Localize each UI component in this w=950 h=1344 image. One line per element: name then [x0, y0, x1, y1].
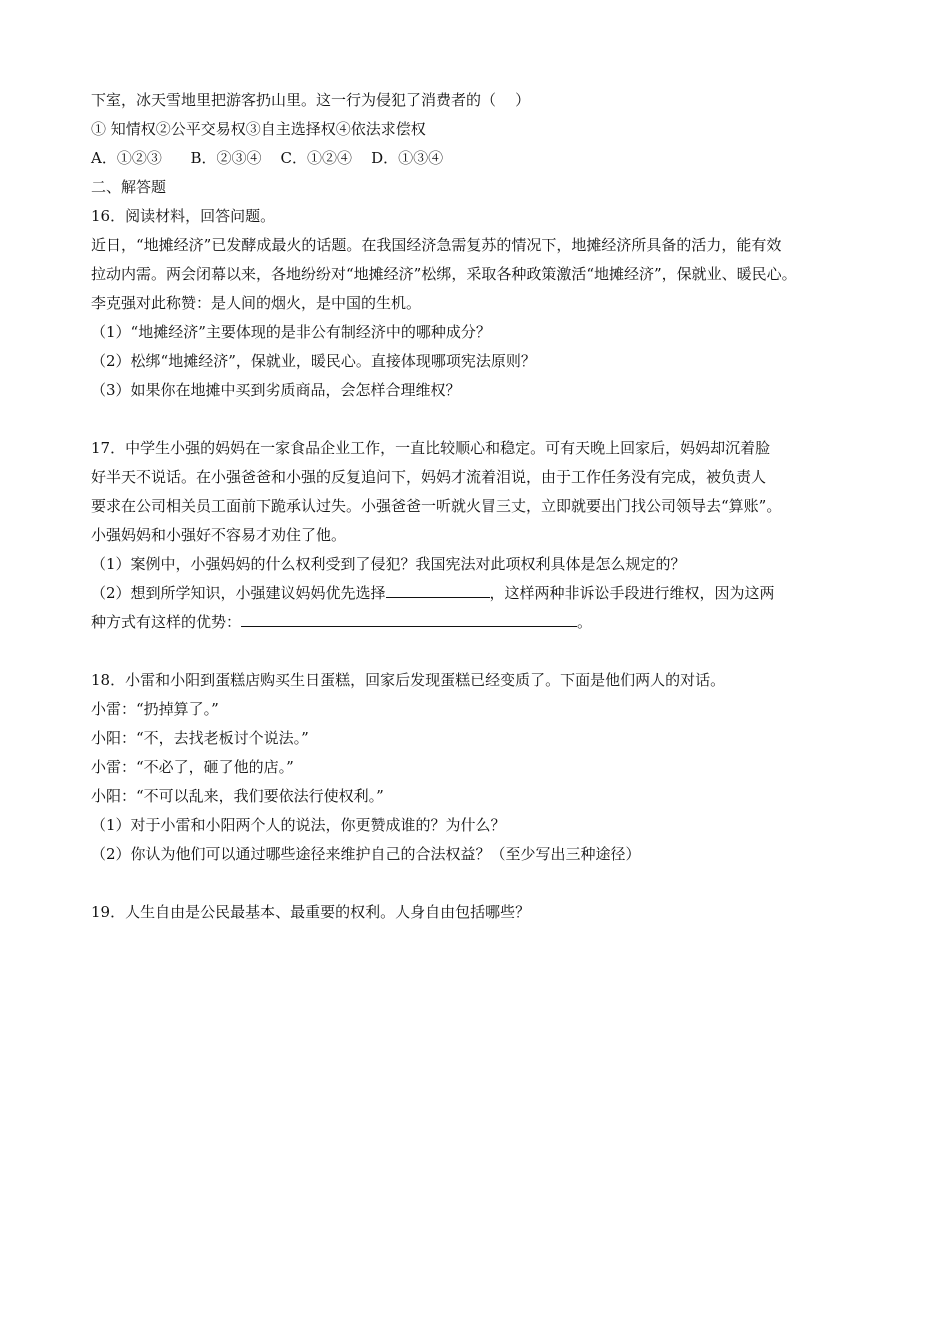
q15-choices: A．①②③ B．②③④ C．①②④ D．①③④ [91, 149, 444, 167]
q17-line: 好半天不说话。在小强爸爸和小强的反复追问下，妈妈才流着泪说，由于工作任务没有完成，被负责人 [91, 468, 767, 486]
q15-stem-tail: 下室，冰天雪地里把游客扔山里。这一行为侵犯了消费者的（ ） [91, 91, 531, 109]
q17-subquestion-2 [91, 579, 881, 608]
section-heading: 二、解答题 [91, 178, 167, 196]
spacer [91, 869, 881, 898]
answer-blank[interactable] [241, 608, 577, 627]
q15-items: ① 知情权②公平交易权③自主选择权④依法求偿权 [91, 120, 426, 138]
q18-dialogue-line: 小阳：“不可以乱来，我们要依法行使权利。” [91, 787, 384, 805]
q17-line: 要求在公司相关员工面前下跪承认过失。小强爸爸一听就火冒三丈，立即就要出门找公司领导去“算账”。 [91, 497, 782, 515]
q19-stem: 19．人生自由是公民最基本、最重要的权利。人身自由包括哪些？ [91, 903, 531, 921]
q16-subquestion-2: （2）松绑“地摊经济”，保就业，暖民心。直接体现哪项宪法原则？ [91, 352, 536, 370]
q16-material-line: 李克强对此称赞：是人间的烟火，是中国的生机。 [91, 294, 422, 312]
q16-material-line: 拉动内需。两会闭幕以来，各地纷纷对“地摊经济”松绑，采取各种政策激活“地摊经济”，保就业、暖民心。 [91, 265, 797, 283]
q16-material-line: 近日，“地摊经济”已发酵成最火的话题。在我国经济急需复苏的情况下，地摊经济所具备的活力，能有效 [91, 236, 782, 254]
q16-subquestion-1: （1）“地摊经济”主要体现的是非公有制经济中的哪种成分？ [91, 323, 491, 341]
spacer [91, 637, 881, 666]
q17-sub2-text: ，这样两种非诉讼手段进行维权，因为这两 [489, 584, 775, 602]
q18-dialogue-line: 小雷：“不必了，砸了他的店。” [91, 758, 294, 776]
document-page [91, 86, 881, 927]
q17-sub2-text: （2）想到所学知识，小强建议妈妈优先选择 [91, 584, 386, 602]
q18-subquestion-1: （1）对于小雷和小阳两个人的说法，你更赞成谁的？为什么？ [91, 816, 506, 834]
q18-subquestion-2: （2）你认为他们可以通过哪些途径来维护自己的合法权益？（至少写出三种途径） [91, 845, 641, 863]
q18-stem: 18．小雷和小阳到蛋糕店购买生日蛋糕，回家后发现蛋糕已经变质了。下面是他们两人的对话。 [91, 671, 726, 689]
q17-sub2-text: 种方式有这样的优势： [91, 613, 242, 631]
q17-subquestion-1: （1）案例中，小强妈妈的什么权利受到了侵犯？我国宪法对此项权利具体是怎么规定的？ [91, 555, 686, 573]
q17-line: 小强妈妈和小强好不容易才劝住了他。 [91, 526, 347, 544]
q18-dialogue-line: 小雷：“扔掉算了。” [91, 700, 219, 718]
q17-line: 17．中学生小强的妈妈在一家食品企业工作，一直比较顺心和稳定。可有天晚上回家后，妈妈却沉着脸 [91, 439, 771, 457]
q18-dialogue-line: 小阳：“不，去找老板讨个说法。” [91, 729, 309, 747]
q16-subquestion-3: （3）如果你在地摊中买到劣质商品，会怎样合理维权？ [91, 381, 461, 399]
answer-blank[interactable] [386, 579, 490, 598]
q16-stem: 16．阅读材料，回答问题。 [91, 207, 276, 225]
q17-sub2-text: 。 [577, 613, 593, 631]
spacer [91, 405, 881, 434]
q17-subquestion-2-cont [91, 608, 881, 637]
